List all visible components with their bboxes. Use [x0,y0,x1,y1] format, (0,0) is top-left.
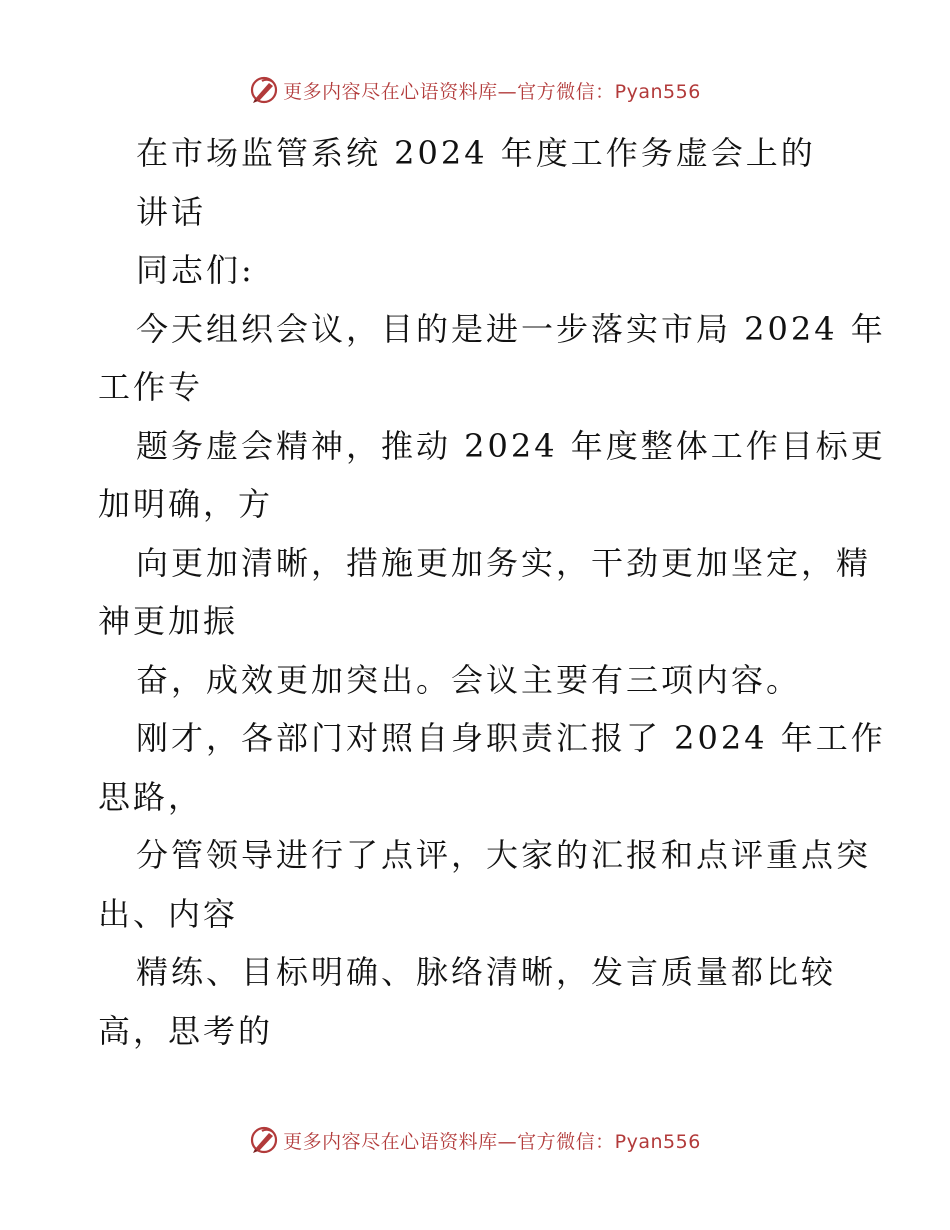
doc-title-line-2: 讲话 [136,192,207,231]
paragraph-line: 加明确，方 [98,485,274,523]
banner-text: 更多内容尽在心语资料库—官方微信：Pyan556 [283,1130,701,1153]
paragraph-line: 高，思考的 [98,1011,274,1050]
paragraph-line: 精练、目标明确、脉络清晰，发言质量都比较 [136,953,837,991]
footer-banner [0,1120,950,1160]
paragraph-line: 工作专 [98,368,204,406]
paragraph-line: 出、内容 [98,894,239,933]
paragraph-line: 刚才，各部门对照自身职责汇报了 2024 年工作 [136,719,886,757]
document-body [98,124,886,1060]
paragraph-line: 今天组织会议，目的是进一步落实市局 2024 年 [136,309,886,348]
paragraph-line: 分管领导进行了点评，大家的汇报和点评重点突 [136,836,872,874]
paragraph-line: 题务虚会精神，推动 2024 年度整体工作目标更 [136,426,886,465]
paragraph-line: 奋，成效更加突出。会议主要有三项内容。 [136,660,802,699]
paragraph-line: 神更加振 [98,602,239,640]
header-banner [0,70,950,110]
paragraph-line: 思路， [98,777,204,816]
doc-title-line-1: 在市场监管系统 2024 年度工作务虚会上的 [136,134,816,172]
paragraph-line: 向更加清晰，措施更加务实，干劲更加坚定，精 [136,543,872,582]
pen-logo-icon [249,1125,279,1155]
salutation: 同志们: [136,251,255,289]
banner-text: 更多内容尽在心语资料库—官方微信：Pyan556 [283,80,701,103]
pen-logo-icon [249,75,279,105]
